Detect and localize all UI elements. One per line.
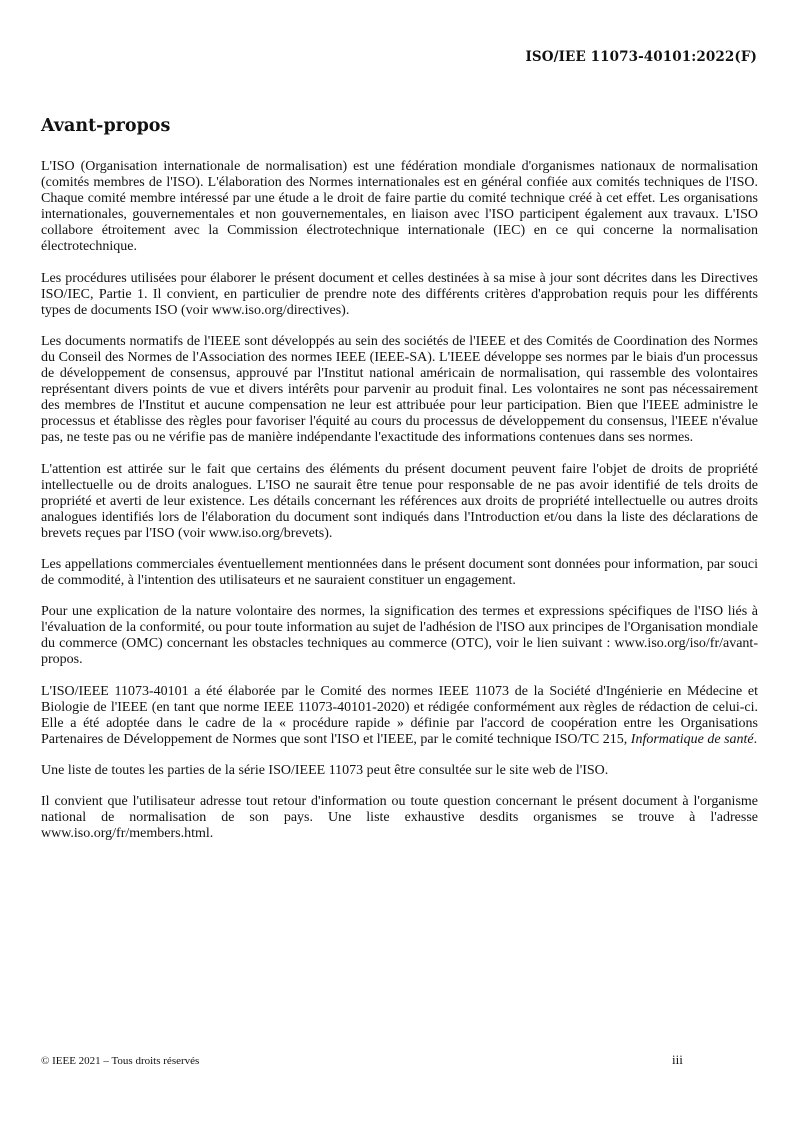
page-number: iii	[672, 1052, 683, 1067]
preparation-text: L'ISO/IEEE 11073-40101 a été élaborée par le Comité des normes IEEE 11073 de la Société d'Ingénierie en Médecine et Biologie de l'IEEE (en tant que norme IEEE 11073-40101-2020) et rédigée conformément aux règles de rédaction de celui-ci. Elle a été adoptée dans le cadre de la « procédure rapide » définie par l'accord de coopération entre les Organisations Partenaires de Développement de Normes que sont l'ISO et l'IEEE, par le comité technique ISO/TC 215,	[41, 683, 758, 747]
paragraph-ieee-standards: Les documents normatifs de l'IEEE sont développés au sein des sociétés de l'IEEE et des Comités de Coordination des Normes du Conseil des Normes de l'Association des normes IEEE (IEEE-SA). L'IEEE développe ses normes par le biais d'un processus de développement de consensus, approuvé par l'Institut national américain de normalisation, qui rassemble des volontaires représentant divers points de vue et divers intérêts pour parvenir au produit final. Les volontaires ne sont pas nécessairement des membres de l'Institut et aucune compensation ne leur est attribuée pour leur participation. Bien que l'IEEE administre le processus et établisse des règles pour favoriser l'équité au cours du processus de développement du consensus, l'IEEE n'évalue pas, ne teste pas ou ne vérifie pas de manière indépendante l'exactitude des informations contenues dans ses normes.	[41, 333, 758, 446]
footer-copyright: © IEEE 2021 – Tous droits réservés	[41, 1055, 200, 1067]
foreword-body	[41, 159, 758, 842]
paragraph-preparation	[41, 684, 758, 748]
paragraph-procedures: Les procédures utilisées pour élaborer le présent document et celles destinées à sa mise à jour sont décrites dans les Directives ISO/IEC, Partie 1. Il convient, en particulier de prendre note des différents critères d'approbation requis pour les différents types de documents ISO (voir www.iso.org/directives).	[41, 270, 758, 318]
paragraph-trade-names: Les appellations commerciales éventuellement mentionnées dans le présent document sont données pour information, par souci de commodité, à l'intention des utilisateurs et ne sauraient constituer un engagement.	[41, 556, 758, 589]
paragraph-series-list: Une liste de toutes les parties de la série ISO/IEEE 11073 peut être consultée sur le site web de l'ISO.	[41, 762, 609, 778]
paragraph-iso-intro: L'ISO (Organisation internationale de normalisation) est une fédération mondiale d'organismes nationaux de normalisation (comités membres de l'ISO). L'élaboration des Normes internationales est en général confiée aux comités techniques de l'ISO. Chaque comité membre intéressé par une étude a le droit de faire partie du comité technique créé à cet effet. Les organisations internationales, gouvernementales et non gouvernementales, en liaison avec l'ISO participent également aux travaux. L'ISO collabore étroitement avec la Commission électrotechnique internationale (IEC) en ce qui concerne la normalisation électrotechnique.	[41, 159, 758, 255]
paragraph-feedback: Il convient que l'utilisateur adresse tout retour d'information ou toute question concernant le présent document à l'organisme national de normalisation de son pays. Une liste exhaustive desdits organismes se trouve à l'adresse www.iso.org/fr/members.html.	[41, 794, 758, 842]
committee-title: Informatique de santé	[630, 731, 754, 747]
paragraph-patent-rights: L'attention est attirée sur le fait que certains des éléments du présent document peuvent faire l'objet de droits de propriété intellectuelle ou de droits analogues. L'ISO ne saurait être tenue pour responsable de ne pas avoir identifié de tels droits de propriété et averti de leur existence. Les détails concernant les références aux droits de propriété intellectuelle ou autres droits analogues identifiés lors de l'élaboration du document sont indiqués dans l'Introduction et/ou dans la liste des déclarations de brevets reçues par l'ISO (voir www.iso.org/brevets).	[41, 461, 758, 541]
paragraph-voluntary-nature: Pour une explication de la nature volontaire des normes, la signification des termes et expressions spécifiques de l'ISO liés à l'évaluation de la conformité, ou pour toute information au sujet de l'adhésion de l'ISO aux principes de l'Organisation mondiale du commerce (OMC) concernant les obstacles techniques au commerce (OTC), voir le lien suivant : www.iso.org/iso/fr/avant-propos.	[41, 604, 758, 668]
section-heading: Avant-propos	[41, 116, 171, 136]
preparation-end: .	[753, 731, 758, 747]
document-identifier: ISO/IEE 11073-40101:2022(F)	[525, 49, 757, 65]
